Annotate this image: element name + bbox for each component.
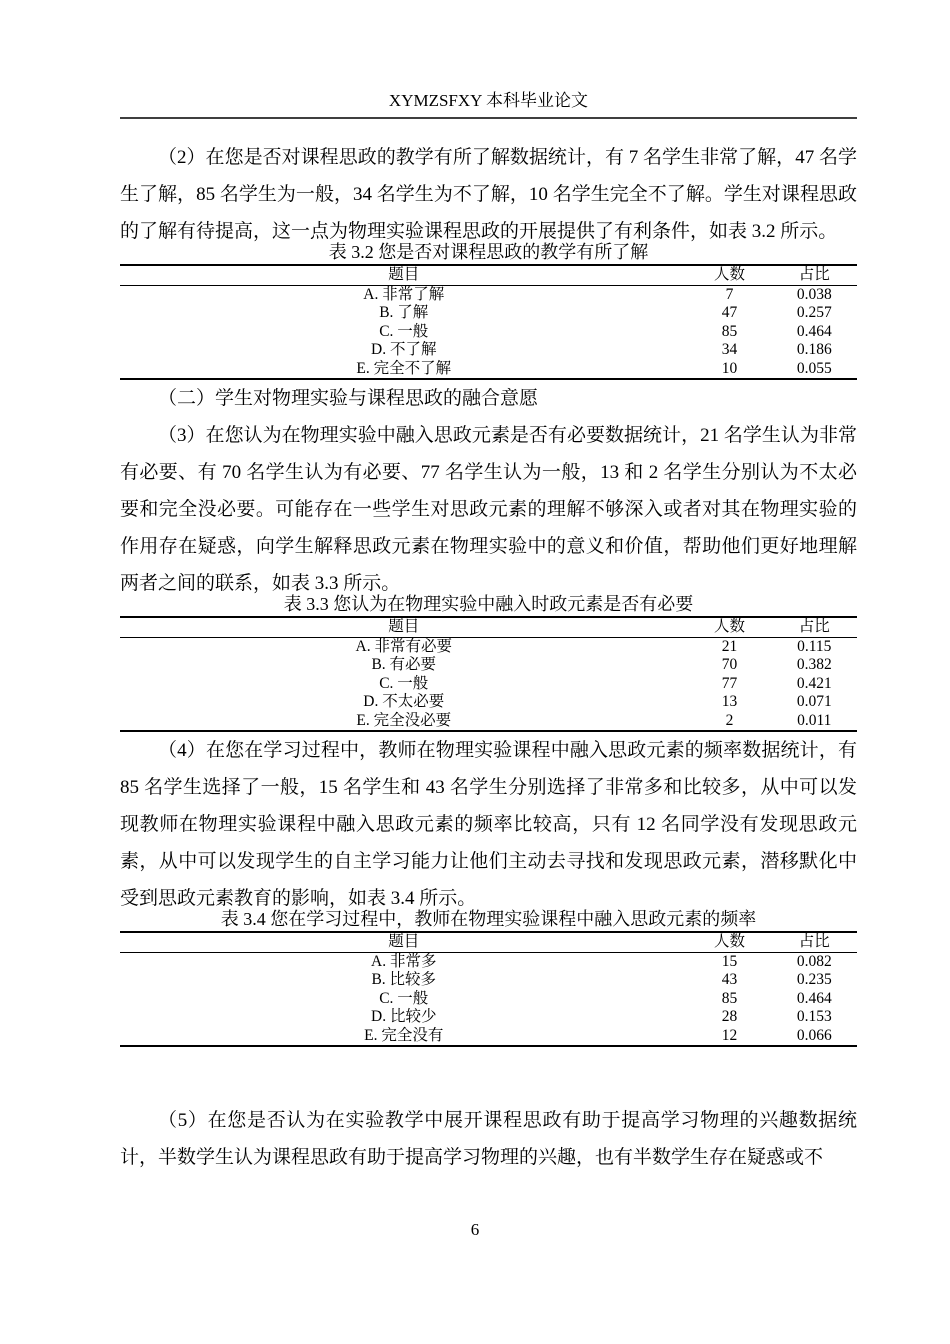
option-count: 28 [721, 1008, 738, 1025]
option-ratio: 0.153 [796, 1008, 832, 1025]
option-ratio: 0.464 [796, 322, 832, 340]
option-ratio: 0.082 [796, 952, 832, 970]
option-count: 47 [721, 304, 738, 321]
option-ratio: 0.421 [796, 674, 832, 692]
option-label: B. 了解 [379, 304, 429, 321]
column-header-question: 题目 [120, 617, 687, 637]
table-row [120, 285, 857, 304]
option-count: 34 [721, 341, 738, 358]
column-header-question: 题目 [120, 265, 687, 285]
table-3-4-caption: 表 3.4 您在学习过程中，教师在物理实验课程中融入思政元素的频率 [220, 909, 757, 929]
option-ratio: 0.235 [796, 971, 832, 988]
column-header-count: 人数 [687, 265, 771, 285]
table-row [120, 323, 857, 342]
table-3-3-caption: 表 3.3 您认为在物理实验中融入时政元素是否有必要 [283, 594, 694, 614]
column-header-ratio: 占比 [772, 265, 858, 285]
running-header-title: XYMZSFXY 本科毕业论文 [388, 91, 589, 110]
page-number: 6 [470, 1220, 480, 1239]
option-ratio: 0.071 [796, 693, 832, 710]
option-count: 2 [725, 711, 734, 729]
option-label: B. 比较多 [371, 971, 437, 988]
table-3-3 [120, 616, 857, 732]
column-header-ratio: 占比 [772, 617, 858, 637]
paragraph-3: （3）在您认为在物理实验中融入思政元素是否有必要数据统计，21 名学生认为非常有必要、有 70 名学生认为有必要、77 名学生认为一般，13 和 2 名学生分别认为不太必要和完全没必要。可能存在一些学生对思政元素的理解不够深入或者对其在物理实验的作用存在疑惑，向学生解释思政元素在物理实验中的意义和价值，帮助他们更好地理解两者之间的联系，如表 3.3 所示。 [120, 425, 857, 594]
table-row [120, 952, 857, 971]
table-row [120, 341, 857, 360]
table-header-row [120, 265, 857, 285]
option-ratio: 0.115 [797, 637, 832, 655]
table-row [120, 637, 857, 656]
option-label: A. 非常有必要 [355, 637, 452, 655]
column-header-question: 题目 [120, 932, 687, 952]
option-label: C. 一般 [379, 989, 429, 1007]
option-count: 70 [721, 656, 738, 673]
option-count: 21 [721, 637, 738, 655]
column-header-count: 人数 [687, 932, 771, 952]
option-ratio: 0.055 [796, 359, 832, 377]
table-header-row [120, 932, 857, 952]
option-count: 12 [721, 1026, 738, 1044]
column-header-count: 人数 [687, 617, 771, 637]
paragraph-2: （2）在您是否对课程思政的教学有所了解数据统计，有 7 名学生非常了解，47 名学生了解，85 名学生为一般，34 名学生为不了解，10 名学生完全不了解。学生对课程思政的了解有待提高，这一点为物理实验课程思政的开展提供了有利条件，如表 3.2 所示。 [120, 147, 857, 242]
page-content [120, 139, 857, 1176]
column-header-ratio: 占比 [772, 932, 858, 952]
option-count: 85 [721, 322, 738, 340]
table-row [120, 656, 857, 675]
option-ratio: 0.038 [796, 285, 832, 303]
option-label: A. 非常多 [371, 952, 437, 970]
option-count: 10 [721, 359, 738, 377]
option-ratio: 0.066 [796, 1026, 832, 1044]
option-ratio: 0.186 [796, 341, 832, 358]
option-ratio: 0.464 [796, 989, 832, 1007]
table-row [120, 971, 857, 990]
option-label: E. 完全没必要 [356, 711, 452, 729]
option-ratio: 0.382 [796, 656, 832, 673]
option-label: E. 完全没有 [364, 1026, 444, 1044]
paragraph-5: （5）在您是否认为在实验教学中展开课程思政有助于提高学习物理的兴趣数据统计，半数学生认为课程思政有助于提高学习物理的兴趣，也有半数学生存在疑惑或不 [120, 1110, 857, 1168]
option-label: B. 有必要 [371, 656, 437, 673]
paragraph-4: （4）在您在学习过程中，教师在物理实验课程中融入思政元素的频率数据统计，有 85 名学生选择了一般，15 名学生和 43 名学生分别选择了非常多和比较多，从中可以发现教师在物理实验课程中融入思政元素的频率比较高，只有 12 名同学没有发现思政元素，从中可以发现学生的自主学习能力让他们主动去寻找和发现思政元素，潜移默化中受到思政元素教育的影响，如表 3.4 所示。 [120, 740, 857, 909]
option-count: 15 [721, 952, 738, 970]
option-label: D. 不太必要 [363, 693, 445, 710]
table-row [120, 1008, 857, 1027]
table-row [120, 304, 857, 323]
option-label: D. 不了解 [371, 341, 437, 358]
option-ratio: 0.011 [797, 711, 832, 729]
option-label: C. 一般 [379, 322, 429, 340]
option-label: C. 一般 [379, 674, 429, 692]
running-header [120, 90, 857, 119]
option-count: 77 [721, 674, 738, 692]
table-row [120, 693, 857, 712]
option-count: 7 [725, 285, 734, 303]
option-label: E. 完全不了解 [356, 359, 452, 377]
table-row [120, 1027, 857, 1047]
table-3-2 [120, 264, 857, 380]
option-label: D. 比较少 [371, 1008, 437, 1025]
option-count: 13 [721, 693, 738, 710]
option-count: 43 [721, 971, 738, 988]
option-label: A. 非常了解 [363, 285, 445, 303]
section-heading-2: （二）学生对物理实验与课程思政的融合意愿 [158, 388, 539, 409]
option-count: 85 [721, 989, 738, 1007]
table-row [120, 675, 857, 694]
option-ratio: 0.257 [796, 304, 832, 321]
table-3-4 [120, 931, 857, 1047]
table-row [120, 360, 857, 380]
table-3-2-caption: 表 3.2 您是否对课程思政的教学有所了解 [328, 242, 649, 262]
table-row [120, 712, 857, 732]
table-row [120, 990, 857, 1009]
table-header-row [120, 617, 857, 637]
